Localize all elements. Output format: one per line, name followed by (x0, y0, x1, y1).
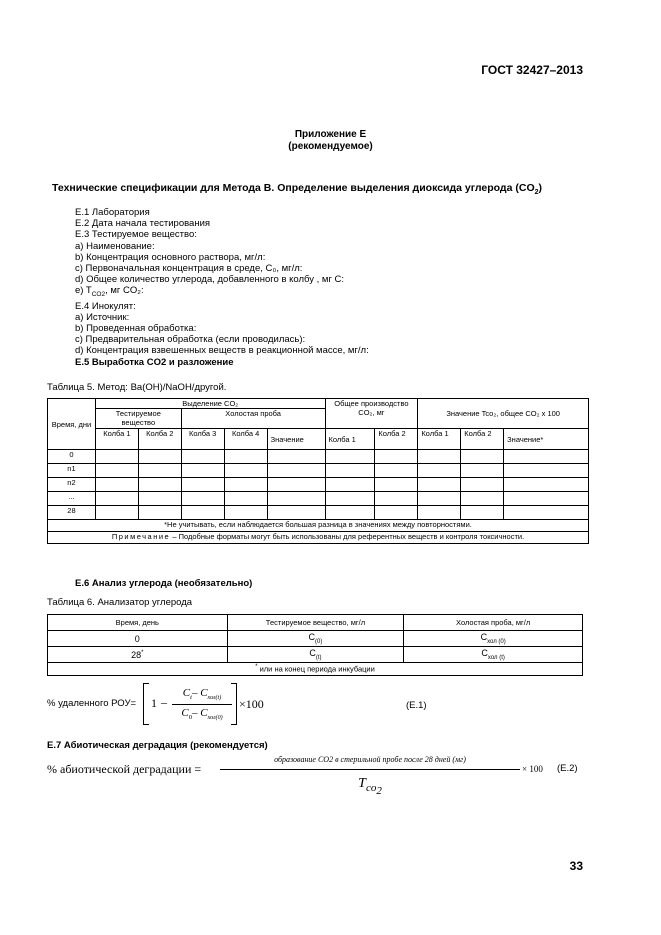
table5-flask3: Колба 3 (181, 429, 224, 450)
table6-footnote-star: * (255, 664, 258, 671)
table5-footnote: *Не учитывать, если наблюдается большая разница в значениях между повторностями. (48, 520, 589, 532)
table5-caption: Таблица 5. Метод: Ba(OH)/NaOH/другой. (47, 382, 227, 393)
spec-list (75, 207, 369, 368)
item-e4: Е.4 Инокулят: (75, 300, 136, 312)
row-time: n1 (48, 464, 96, 478)
formula1-den-minus: – C (192, 707, 208, 719)
item-b2: b) Проведенная обработка: (75, 322, 197, 334)
formula1-num-c: C (182, 687, 191, 699)
formula1-minus: – (161, 695, 167, 709)
standard-header: ГОСТ 32427–2013 (481, 63, 583, 77)
table5-note (48, 532, 589, 544)
formula1-bracket (143, 683, 237, 725)
item-d: d) Общее количество углерода, добавленного в колбу , мг C: (75, 274, 345, 286)
formula1-den-sub: хол(0) (207, 715, 223, 722)
formula1-num-t: t (190, 694, 192, 702)
section-e6: Е.6 Анализ углерода (необязательно) (75, 578, 253, 589)
table5-time-header: Время, дни (48, 399, 96, 450)
formula1-num-sub: хол(t) (207, 695, 222, 702)
table5-blank-header: Холостая проба (181, 409, 325, 429)
table6 (47, 614, 583, 676)
table5-note-text: – Подобные форматы могут быть использованы для референтных веществ и контроля токсичности. (170, 532, 525, 541)
table6-r2c1-val: 28 (131, 649, 142, 660)
formula1-times: ×100 (239, 697, 264, 711)
table6-r1c2-sub: (0) (315, 638, 323, 645)
formula1-lhs: % удаленного РОУ= (47, 698, 137, 709)
item-e5: Е.5 Выработка CO2 и разложение (75, 356, 234, 368)
row-time: 28 (48, 506, 96, 520)
table5-flask2b: Колба 2 (375, 429, 418, 450)
table6-r2c1 (48, 647, 228, 663)
formula1-label: (Е.1) (406, 700, 427, 711)
table6-r2c2-sub: (t) (315, 654, 322, 661)
formula2-den-sub-co: co (365, 782, 377, 795)
formula2-den-sub (365, 782, 382, 798)
table6-r1c3-c: C (480, 632, 488, 643)
item-c2: c) Предварительная обработка (если проводилась): (75, 334, 306, 346)
row-time: 0 (48, 450, 96, 464)
item-e-post: , мг CO₂: (105, 285, 144, 297)
annex-title: Приложение Е (294, 129, 367, 140)
table6-r2c2 (227, 647, 404, 663)
table5 (47, 398, 589, 544)
table6-col1: Время, день (48, 615, 228, 631)
table6-r1c3-sub: хол (0) (487, 638, 506, 645)
annex-status: (рекомендуемое) (288, 141, 373, 152)
item-a2: a) Источник: (75, 311, 130, 323)
item-e (75, 285, 369, 300)
formula2-label: (Е.2) (557, 763, 578, 774)
table6-footnote-text: или на конец периода инкубации (257, 664, 375, 674)
table5-flask2c: Колба 2 (461, 429, 504, 450)
table6-caption: Таблица 6. Анализатор углерода (47, 597, 193, 608)
item-e-pre: e) T (75, 285, 92, 297)
table6-r2c3-sub: хол (t) (487, 654, 505, 661)
page-number: 33 (569, 859, 583, 873)
row-time: ... (48, 492, 96, 506)
table5-flask1b: Колба 1 (325, 429, 375, 450)
table6-r1c1: 0 (48, 631, 228, 647)
formula2-den-sub-2: 2 (376, 785, 382, 798)
table-row (48, 506, 589, 520)
formula1-fraction-line (172, 704, 232, 705)
table6-r2c3 (404, 647, 583, 663)
table6-r1c2 (227, 631, 404, 647)
section-title-sub: 2 (534, 189, 539, 197)
item-e-sub: CO2 (91, 291, 106, 299)
item-e1: Е.1 Лаборатория (75, 207, 150, 218)
table6-r2c3-c: C (481, 648, 488, 659)
table5-tco2-header: Значение Tco₂, общее CO₂ x 100 (418, 399, 589, 429)
table5-flask1: Колба 1 (95, 429, 138, 450)
table-row (48, 464, 589, 478)
table5-flask2: Колба 2 (138, 429, 181, 450)
table6-col3: Холостая проба, мг/л (404, 615, 583, 631)
formula2-numerator: образование CO2 в стерильной пробе после 28 дней (мг) (274, 755, 466, 764)
formula2-times: × 100 (522, 764, 543, 774)
formula2-fraction-line (220, 769, 520, 770)
item-e3: Е.3 Тестируемое вещество: (75, 229, 197, 241)
formula1-numerator (172, 687, 232, 701)
row-time: n2 (48, 478, 96, 492)
item-b: b) Концентрация основного раствора, мг/л: (75, 251, 266, 263)
formula1-num-minus: – C (191, 687, 208, 699)
formula1-den-0: 0 (188, 714, 192, 722)
formula1-denominator (172, 707, 232, 721)
table-row (48, 450, 589, 464)
item-c: c) Первоначальная концентрация в среде, C₀, мг/л: (75, 263, 303, 275)
item-e2: Е.2 Дата начала тестирования (75, 218, 211, 230)
table5-value-star: Значение* (504, 429, 589, 450)
table-row (48, 492, 589, 506)
table6-r1c2-c: C (308, 632, 316, 643)
table-row (48, 478, 589, 492)
table5-total-header: Общее производство CO₂, мг (325, 399, 418, 429)
table5-note-label: Примечание (111, 532, 171, 541)
table6-r2c2-c: C (309, 648, 316, 659)
table5-flask1c: Колба 1 (418, 429, 461, 450)
section-title-main: Технические спецификации для Метода В. Определение выделения диоксида углерода (CO (52, 182, 535, 194)
formula2-den-t: T (358, 776, 366, 791)
table5-flask4: Колба 4 (224, 429, 267, 450)
table6-r2c1-sup: * (141, 649, 144, 656)
item-d2: d) Концентрация взвешенных веществ в реакционной массе, мг/л: (75, 345, 369, 357)
section-title (52, 182, 542, 196)
table5-value: Значение (267, 429, 325, 450)
item-a: a) Наименование: (75, 240, 155, 252)
section-e7: Е.7 Абиотическая деградация (рекомендуется) (47, 740, 268, 751)
table6-col2: Тестируемое вещество, мг/л (227, 615, 404, 631)
table5-test-header: Тестируемое вещество (95, 409, 181, 429)
formula1-one: 1 (151, 696, 157, 710)
table5-co2-header: Выделение CO₂ (95, 399, 325, 409)
formula2-lhs: % абиотической деградации = (47, 762, 202, 776)
formula2-denominator (220, 774, 520, 797)
formula1-den-c: C (181, 707, 189, 719)
table6-r1c3 (404, 631, 583, 647)
section-title-end: ) (538, 182, 543, 194)
table6-footnote (48, 663, 583, 676)
